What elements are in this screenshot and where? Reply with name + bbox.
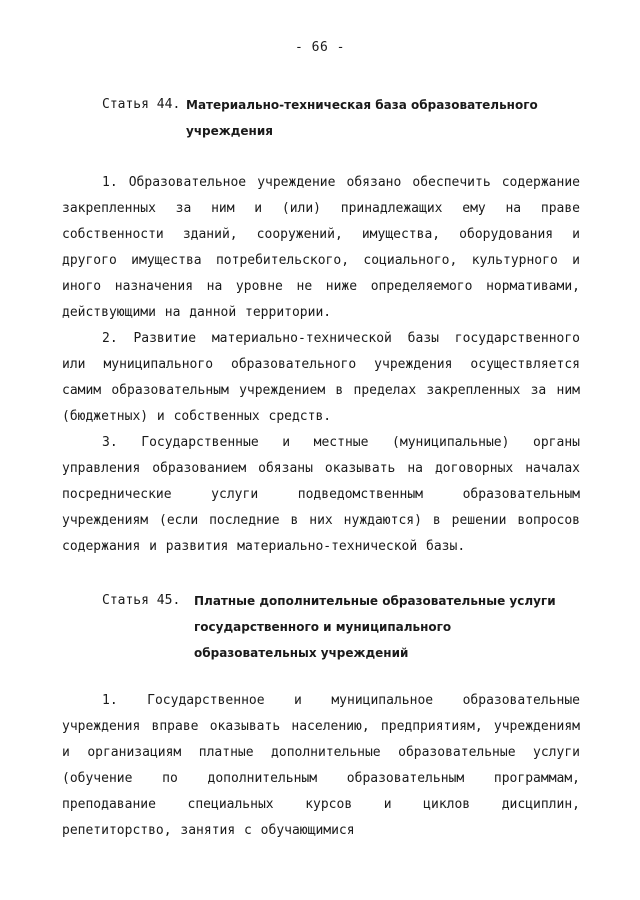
article-45-title-line: образовательных учреждений — [194, 646, 409, 660]
article-44-paragraph-1: 1. Образовательное учреждение обязано обеспечить содержание закрепленных за ним и (или) принадлежащих ему на праве собственности зданий, сооружений, имущества, оборудования и другого имущества потребительского, социального, культурного и иного назначения на уровне не ниже определяемого нормативами, действующими на данной территории. — [62, 175, 580, 320]
article-44-body — [62, 170, 580, 560]
article-44-title — [186, 92, 538, 144]
article-44-label: Статья 44. — [102, 97, 181, 112]
article-45-body — [62, 688, 580, 844]
page-number: - 66 - — [295, 40, 345, 55]
article-45-label: Статья 45. — [102, 593, 181, 608]
article-44-paragraph-2: 2. Развитие материально-технической базы государственного или муниципального образовательного учреждения осуществляется самим образовательным учреждением в пределах закрепленных за ним (бюджетных) и собственных средств. — [62, 331, 580, 424]
article-44-heading — [102, 92, 538, 144]
article-45-title-line: Платные дополнительные образовательные услуги — [194, 594, 556, 608]
article-44-paragraph-3: 3. Государственные и местные (муниципальные) органы управления образованием обязаны оказывать на договорных началах посреднические услуги подведомственным образовательным учреждениям (если последние в них нуждаются) в решении вопросов содержания и развития материально-технической базы. — [62, 435, 580, 554]
article-45-paragraph-1: 1. Государственное и муниципальное образовательные учреждения вправе оказывать населению, предприятиям, учреждениям и организациям платные дополнительные образовательные услуги (обучение по дополнительным образовательным программам, преподавание специальных курсов и циклов дисциплин, репетиторство, занятия с обучающимися — [62, 693, 580, 838]
article-44-title-line: Материально-техническая база образовательного — [186, 98, 538, 112]
article-44-title-line: учреждения — [186, 124, 273, 138]
article-45-heading — [102, 588, 556, 666]
article-45-title — [194, 588, 556, 666]
article-45-title-line: государственного и муниципального — [194, 620, 452, 634]
